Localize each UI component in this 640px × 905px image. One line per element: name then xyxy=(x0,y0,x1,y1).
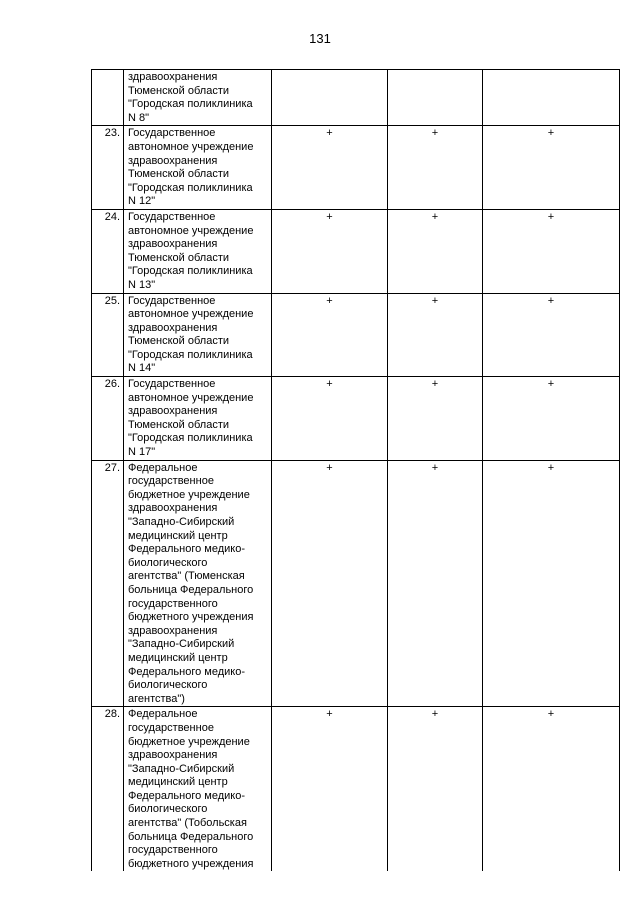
table-row xyxy=(92,293,620,377)
table-row xyxy=(92,209,620,293)
institution-name-line: здравоохранения xyxy=(128,624,218,637)
mark-cell-1: + xyxy=(272,707,388,872)
institution-name-line: автономное учреждение xyxy=(128,140,254,153)
institution-name-line: больница Федерального xyxy=(128,583,254,596)
institution-name-line: государственное xyxy=(128,475,214,488)
table-row xyxy=(92,70,620,126)
institution-name-line: здравоохранения xyxy=(128,321,218,334)
table-row xyxy=(92,460,620,707)
table-row xyxy=(92,377,620,461)
mark-cell-3: + xyxy=(483,293,620,377)
institution-name-line: "Городская поликлиника xyxy=(128,348,253,361)
institution-name-line: Тюменской области xyxy=(128,168,230,181)
table-row xyxy=(92,126,620,210)
mark-cell-3: + xyxy=(483,126,620,210)
institution-name-line: Тюменской области xyxy=(128,418,230,431)
institution-name-line: "Городская поликлиника xyxy=(128,265,253,278)
institution-name-line: N 13" xyxy=(128,278,156,291)
mark-cell-2: + xyxy=(388,209,483,293)
row-number: 28. xyxy=(92,707,124,872)
mark-cell-3: + xyxy=(483,209,620,293)
institution-name-line: государственное xyxy=(128,721,214,734)
institution-name-line: агентства" (Тюменская xyxy=(128,570,245,583)
institution-name-line: здравоохранения xyxy=(128,238,218,251)
table-body xyxy=(92,70,620,872)
mark-cell-2: + xyxy=(388,293,483,377)
institution-name-line: бюджетное учреждение xyxy=(128,735,250,748)
mark-cell-2: + xyxy=(388,377,483,461)
row-number: 27. xyxy=(92,460,124,707)
institution-name-line: "Городская поликлиника xyxy=(128,432,253,445)
institution-name-line: Тюменской области xyxy=(128,335,230,348)
institution-name xyxy=(124,126,272,210)
mark-cell-2 xyxy=(388,70,483,126)
institution-name-line: государственного xyxy=(128,844,218,857)
institution-name-line: агентства" (Тобольская xyxy=(128,817,247,830)
institution-name-line: "Городская поликлиника xyxy=(128,181,253,194)
institution-name-line: медицинский центр xyxy=(128,529,228,542)
institution-name-line: Тюменской области xyxy=(128,251,230,264)
institution-name-line: больница Федерального xyxy=(128,830,254,843)
mark-cell-2: + xyxy=(388,126,483,210)
institution-name-line: автономное учреждение xyxy=(128,308,254,321)
institution-name-line: N 8" xyxy=(128,111,150,124)
institution-name-line: бюджетное учреждение xyxy=(128,488,250,501)
mark-cell-1: + xyxy=(272,460,388,707)
institution-name-line: Федеральное xyxy=(128,708,198,721)
institutions-table xyxy=(91,69,620,871)
institution-name-line: "Западно-Сибирский xyxy=(128,638,235,651)
mark-cell-2: + xyxy=(388,460,483,707)
institution-name-line: биологического xyxy=(128,679,208,692)
institution-name-line: агентства") xyxy=(128,692,185,705)
institution-name-line: здравоохранения xyxy=(128,502,218,515)
mark-cell-1: + xyxy=(272,126,388,210)
mark-cell-1 xyxy=(272,70,388,126)
institution-name-line: здравоохранения xyxy=(128,71,218,83)
mark-cell-3: + xyxy=(483,377,620,461)
page-number: 131 xyxy=(309,31,331,46)
institution-name xyxy=(124,70,272,126)
institution-name xyxy=(124,460,272,707)
table-row xyxy=(92,707,620,872)
mark-cell-3 xyxy=(483,70,620,126)
institution-name-line: "Западно-Сибирский xyxy=(128,516,235,528)
mark-cell-1: + xyxy=(272,293,388,377)
institution-name-line: "Городская поликлиника xyxy=(128,98,253,111)
institution-name-line: здравоохранения xyxy=(128,405,218,418)
institution-name-line: автономное учреждение xyxy=(128,224,254,237)
institution-name-line: биологического xyxy=(128,803,208,816)
institution-name-line: медицинский центр xyxy=(128,776,228,789)
row-number xyxy=(92,70,124,126)
mark-cell-2: + xyxy=(388,707,483,872)
institution-name-line: "Западно-Сибирский xyxy=(128,762,235,775)
institution-name-line: биологического xyxy=(128,556,208,569)
institution-name-line: N 14" xyxy=(128,362,156,375)
mark-cell-1: + xyxy=(272,377,388,461)
institution-name-line: здравоохранения xyxy=(128,154,218,167)
institution-name xyxy=(124,377,272,461)
institution-name-line: N 17" xyxy=(128,446,156,459)
institution-name-line: Тюменской области xyxy=(128,84,230,97)
institution-name-line: Федеральное xyxy=(128,461,198,474)
mark-cell-1: + xyxy=(272,209,388,293)
institution-name-line: N 12" xyxy=(128,195,156,208)
institution-name-line: Государственное xyxy=(128,378,216,391)
institution-name-line: медицинский центр xyxy=(128,651,228,664)
institution-name-line: бюджетного учреждения xyxy=(128,611,254,624)
institution-name-line: Федерального медико- xyxy=(128,789,246,802)
mark-cell-3: + xyxy=(483,707,620,872)
row-number: 23. xyxy=(92,126,124,210)
institution-name xyxy=(124,293,272,377)
institution-name-line: здравоохранения xyxy=(128,749,218,762)
institution-name-line: Федерального медико- xyxy=(128,543,246,556)
institution-name-line: Федерального медико- xyxy=(128,665,246,678)
institution-name-line: Государственное xyxy=(128,210,216,223)
mark-cell-3: + xyxy=(483,460,620,707)
row-number: 26. xyxy=(92,377,124,461)
institution-name xyxy=(124,209,272,293)
institution-name-line: государственного xyxy=(128,597,218,610)
institution-name-line: Государственное xyxy=(128,294,216,307)
institution-name-line: Государственное xyxy=(128,127,216,140)
institution-name xyxy=(124,707,272,872)
row-number: 25. xyxy=(92,293,124,377)
row-number: 24. xyxy=(92,209,124,293)
institution-name-line: автономное учреждение xyxy=(128,391,254,404)
institution-name-line: бюджетного учреждения xyxy=(128,857,254,870)
